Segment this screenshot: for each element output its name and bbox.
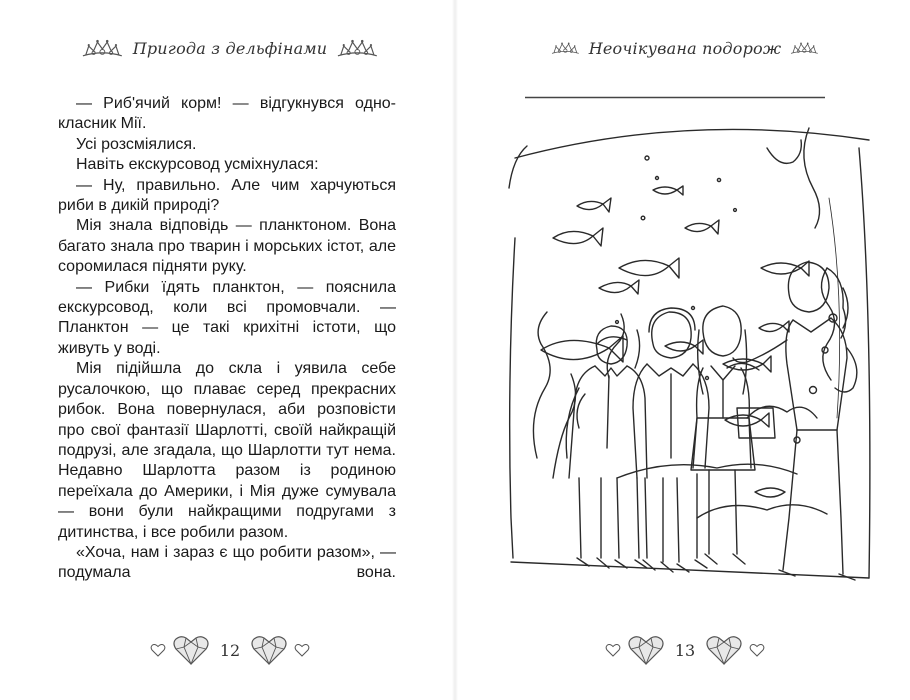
gem-heart-icon — [250, 634, 288, 666]
aquarium-illustration — [497, 118, 877, 598]
page-number: 12 — [219, 640, 241, 660]
small-heart-icon — [605, 643, 621, 657]
paragraph: «Хоча, нам і зараз є що робити разом», — подумала вона. — [58, 543, 396, 582]
paragraph: Навіть екскурсовод усміхнулася: — [76, 156, 319, 174]
small-heart-icon — [294, 643, 310, 657]
left-footer — [140, 632, 320, 668]
paragraph: Мія підійшла до скла і уявила себе русалочкою, що плаває серед прекрасних рибок. Вона повернулася, аби розповісти про свої фантазії Шарлотті, своїй найкращій подрузі, але згадала, що Шарлотти тут нема. Недавно Шарлотта разом із родиною переїхала до Америки, і Мія дуже сумувала — вони були найкращими подругами з дитинства, і все робили разом. — [58, 360, 396, 541]
page-number: 13 — [674, 640, 696, 660]
small-heart-icon — [150, 643, 166, 657]
tiara-icon — [789, 37, 820, 59]
body-text — [58, 94, 396, 584]
right-footer — [595, 632, 775, 668]
right-page — [455, 0, 910, 700]
tiara-icon — [80, 37, 125, 59]
running-header-title: Неочікувана подорож — [588, 38, 782, 58]
gem-heart-icon — [627, 634, 665, 666]
paragraph: Усі розсміялися. — [76, 135, 197, 153]
tiara-icon — [550, 37, 581, 59]
small-heart-icon — [749, 643, 765, 657]
paragraph: — Ну, правильно. Але чим харчуються риби в дикій природі? — [58, 176, 396, 215]
paragraph: — Рибки їдять планктон, — пояснила екскурсовод, коли всі промовчали. — Планктон — це такі крихітні істоти, що живуть у воді. — [58, 278, 396, 357]
decorative-rule — [525, 96, 825, 99]
paragraph: Мія знала відповідь — планктоном. Вона багато знала про тварин і морських істот, але соромилася підняти руку. — [58, 217, 396, 276]
paragraph: — Риб'ячий корм! — відгукнувся однокласник Мії. — [58, 95, 396, 133]
gem-heart-icon — [705, 634, 743, 666]
tiara-icon — [335, 37, 380, 59]
gem-heart-icon — [172, 634, 210, 666]
running-header-title: Пригода з дельфінами — [132, 38, 328, 58]
right-header — [550, 28, 820, 68]
left-header — [80, 28, 380, 68]
